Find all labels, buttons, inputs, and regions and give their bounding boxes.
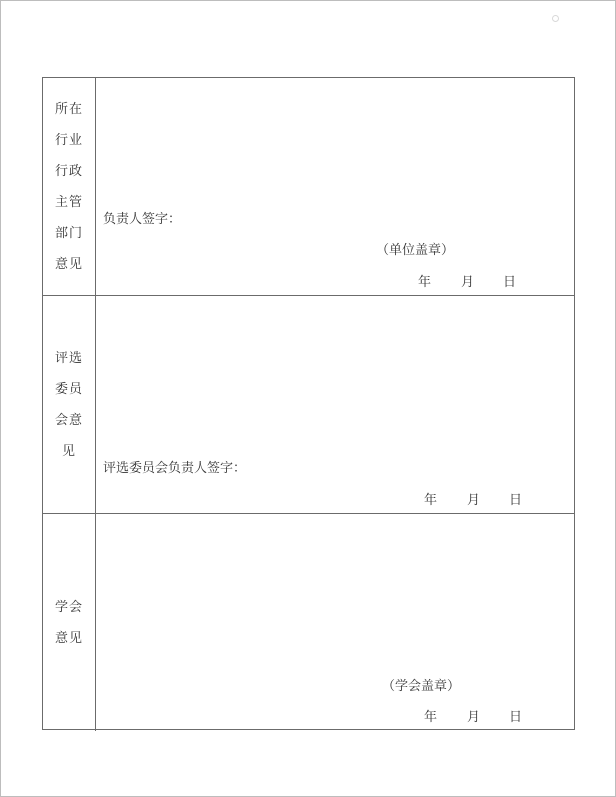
date-year: 年: [418, 275, 432, 290]
section-society-opinion: [43, 514, 574, 731]
opinion-content-area[interactable]: [96, 78, 574, 295]
label-line: 行政: [54, 163, 83, 179]
label-line: 见: [61, 443, 76, 459]
date-day: 日: [503, 275, 517, 290]
section-review-committee-opinion: [43, 296, 574, 514]
signature-label: 评选委员会负责人签字：: [103, 461, 247, 476]
date-month: 月: [467, 710, 481, 725]
date-day: 日: [509, 710, 523, 725]
label-line: 意见: [54, 256, 83, 272]
label-line: 部门: [54, 225, 83, 241]
section-industry-authority-opinion: [43, 78, 574, 296]
date-month: 月: [461, 275, 475, 290]
date-year: 年: [424, 493, 438, 508]
opinion-content-area[interactable]: [96, 296, 574, 513]
label-line: 学会: [54, 599, 83, 615]
section-label: [43, 296, 96, 513]
label-line: 主管: [54, 194, 83, 210]
section-label: [43, 514, 96, 731]
label-line: 意见: [54, 630, 83, 646]
label-line: 委员: [54, 381, 83, 397]
date-day: 日: [509, 493, 523, 508]
label-line: 会意: [54, 412, 83, 428]
seal-label: （学会盖章）: [382, 679, 461, 694]
seal-label: （单位盖章）: [376, 243, 455, 258]
label-line: 行业: [54, 132, 83, 148]
label-line: 所在: [54, 101, 83, 117]
date-month: 月: [467, 493, 481, 508]
scan-mark: [552, 15, 559, 22]
label-line: 评选: [54, 350, 83, 366]
opinion-content-area[interactable]: [96, 514, 574, 731]
signature-label: 负责人签字：: [103, 212, 182, 227]
date-year: 年: [424, 710, 438, 725]
opinion-form-table: [42, 77, 575, 730]
section-label: [43, 78, 96, 295]
